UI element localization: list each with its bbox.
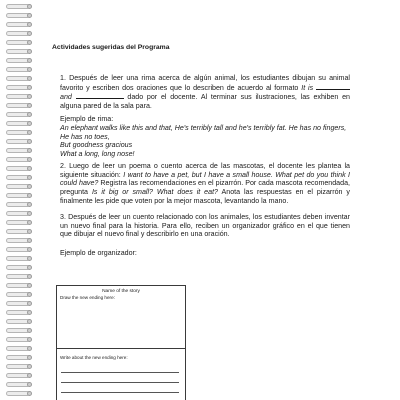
binding-hole xyxy=(27,58,32,63)
binding-hole xyxy=(27,373,32,378)
binding-hole xyxy=(27,184,32,189)
binding-hole xyxy=(27,364,32,369)
activity-1-text-b: dado por el docente. Al terminar sus ilustraciones, las exhiben en alguna pared de la sala para. xyxy=(60,93,350,111)
activity-2-text-b: Registra las recomendaciones en el pizarrón. Por cada mascota recomendada, pregunta xyxy=(60,179,350,197)
activity-1-and: and xyxy=(60,93,72,102)
organizer-divider xyxy=(57,348,185,349)
binding-hole xyxy=(27,319,32,324)
activity-3-paragraph: 3. Después de leer un cuento relacionado con los animales, los estudiantes deben inventar un nuevo final para la historia. Para ello, reciben un organizador gráfico en el que tienen que dibujar el nuevo final y describirlo en una oración. xyxy=(60,213,350,239)
binding-hole xyxy=(27,328,32,333)
organizer-header: Name of the story xyxy=(102,289,140,294)
activity-1-italic: It is xyxy=(301,83,314,92)
page-title: Actividades sugeridas del Programa xyxy=(52,44,170,51)
binding-hole xyxy=(27,256,32,261)
binding-hole xyxy=(27,382,32,387)
rhyme-line: He has no toes, xyxy=(60,132,110,141)
binding-hole xyxy=(27,274,32,279)
organizer-write-label: Write about the new ending here: xyxy=(60,355,128,360)
activity-2-italic-2: Is it big or small? What does it eat? xyxy=(91,188,218,197)
graphic-organizer xyxy=(56,285,186,400)
binding-hole xyxy=(27,175,32,180)
organizer-example-label: Ejemplo de organizador: xyxy=(60,249,137,257)
rhyme-example-title: Ejemplo de rima: xyxy=(60,115,114,123)
organizer-draw-label: Draw the new ending here: xyxy=(60,295,115,300)
binding-hole xyxy=(27,49,32,54)
rhyme-line: What a long, long nose! xyxy=(60,150,135,159)
binding-hole xyxy=(27,211,32,216)
binding-hole xyxy=(27,310,32,315)
binding-hole xyxy=(27,112,32,117)
organizer-writing-line xyxy=(61,392,179,393)
binding-hole xyxy=(27,292,32,297)
rhyme-line: An elephant walks like this and that, He's terribly tall and he's terribly fat. He has no fingers, xyxy=(60,124,347,132)
activity-1-paragraph xyxy=(60,74,350,111)
binding-hole xyxy=(27,4,32,9)
binding-hole xyxy=(27,103,32,108)
activity-1-text-a: 1. Después de leer una rima acerca de algún animal, los estudiantes dibujan su animal favorito y escriben dos oraciones que lo describen de acuerdo al formato xyxy=(60,74,350,92)
binding-hole xyxy=(27,157,32,162)
binding-hole xyxy=(27,13,32,18)
organizer-writing-line xyxy=(61,382,179,383)
binding-hole xyxy=(27,166,32,171)
binding-hole xyxy=(27,391,32,396)
activity-1-blank-1 xyxy=(316,83,350,90)
binding-hole xyxy=(27,22,32,27)
binding-hole xyxy=(27,40,32,45)
binding-hole xyxy=(27,67,32,72)
binding-hole xyxy=(27,265,32,270)
binding-hole xyxy=(27,121,32,126)
activity-1-blank-2 xyxy=(76,92,124,99)
binding-hole xyxy=(27,193,32,198)
binding-hole xyxy=(27,94,32,99)
binding-hole xyxy=(27,148,32,153)
activity-2-paragraph xyxy=(60,162,350,206)
rhyme-line: But goodness gracious xyxy=(60,141,133,150)
spiral-binding xyxy=(0,0,40,400)
organizer-writing-line xyxy=(61,372,179,373)
binding-hole xyxy=(27,283,32,288)
activity-2-text-c: Anota las respuestas en el pizarrón y finalmente les pide que voten por la mejor mascota, levantando la mano. xyxy=(60,188,350,205)
binding-hole xyxy=(27,130,32,135)
binding-hole xyxy=(27,220,32,225)
binding-hole xyxy=(27,139,32,144)
binding-hole xyxy=(27,229,32,234)
activity-2-italic-1: I want to have a pet, but I have a small house. What pet do you think I could have? xyxy=(60,170,351,188)
binding-hole xyxy=(27,202,32,207)
binding-hole xyxy=(27,346,32,351)
binding-hole xyxy=(27,85,32,90)
binding-hole xyxy=(27,247,32,252)
rhyme-block xyxy=(60,124,350,159)
activity-2-text-a: 2. Luego de leer un poema o cuento acerca de las mascotas, el docente les plantea la siguiente situación: xyxy=(60,162,350,179)
binding-hole xyxy=(27,301,32,306)
binding-hole xyxy=(27,337,32,342)
binding-hole xyxy=(27,238,32,243)
binding-hole xyxy=(27,31,32,36)
binding-hole xyxy=(27,355,32,360)
binding-hole xyxy=(27,76,32,81)
